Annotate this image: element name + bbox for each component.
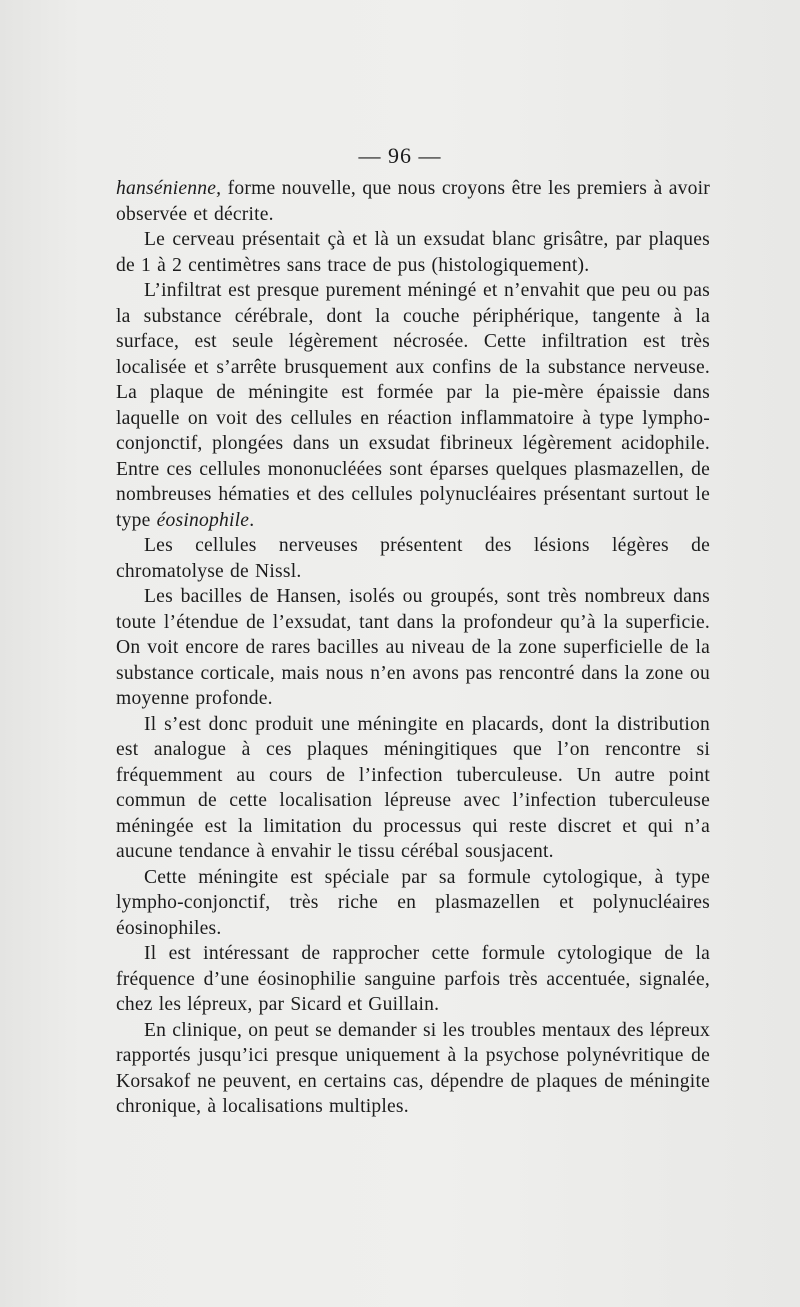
paragraph-7: Cette méningite est spéciale par sa formule cytologique, à type lympho-conjonctif, très riche en plasmazellen et polynucléaires éosinophiles. xyxy=(116,866,710,939)
paragraph-3 xyxy=(116,278,710,533)
paragraph-text: forme nouvelle, que nous croyons être les premiers à avoir observée et décrite. xyxy=(116,178,710,225)
body-text xyxy=(116,176,710,1120)
page-number: — 96 — xyxy=(358,143,442,168)
paragraph-text-end: . xyxy=(249,509,255,531)
italic-word: hansénienne, xyxy=(116,178,222,199)
paragraph-2: Le cerveau présentait çà et là un exsudat blanc grisâtre, par plaques de 1 à 2 centimètres sans trace de pus (histologiquement). xyxy=(116,229,710,276)
paragraph-5: Les bacilles de Hansen, isolés ou groupés, sont très nombreux dans toute l’étendue de l’exsudat, tant dans la profondeur qu’à la superficie. On voit encore de rares bacilles au niveau de la zone superficielle de la substance corticale, mais nous n’en avons pas rencontré dans la zone ou moyenne profonde. xyxy=(116,586,710,709)
paragraph-text: L’infiltrat est presque purement méningé et n’envahit que peu ou pas la substance cérébrale, dont la couche périphérique, tangente à la surface, est seule légèrement nécrosée. Cette infiltration est très localisée et s’arrête brusquement aux confins de la substance nerveuse. La plaque de méningite est formée par la pie-mère épaissie dans laquelle on voit des cellules en réaction inflammatoire à type lympho-conjonctif, plongées dans un exsudat fibrineux légèrement acidophile. Entre ces cellules mononucléées sont éparses quelques plasmazellen, de nombreuses hématies et des cellules polynucléaires présentant surtout le type xyxy=(116,280,710,531)
italic-word: éosinophile xyxy=(156,509,250,531)
paragraph-9: En clinique, on peut se demander si les troubles mentaux des lépreux rapportés jusqu’ici presque uniquement à la psychose polynévritique de Korsakof ne peuvent, en certains cas, dépendre de plaques de méningite chronique, à localisations multiples. xyxy=(116,1019,710,1117)
paragraph-8: Il est intéressant de rapprocher cette formule cytologique de la fréquence d’une éosinophilie sanguine parfois très accentuée, signalée, chez les lépreux, par Sicard et Guillain. xyxy=(116,943,710,1015)
paragraph-4: Les cellules nerveuses présentent des lésions légères de chromatolyse de Nissl. xyxy=(116,535,710,582)
paragraph-1 xyxy=(116,176,710,227)
paragraph-6: Il s’est donc produit une méningite en placards, dont la distribution est analogue à ces plaques méningitiques que l’on rencontre si fréquemment au cours de l’infection tuberculeuse. Un autre point commun de cette localisation lépreuse avec l’infection tuberculeuse méningée est la limitation du processus qui reste discret et qui n’a aucune tendance à envahir le tissu cérébal sousjacent. xyxy=(116,713,710,862)
